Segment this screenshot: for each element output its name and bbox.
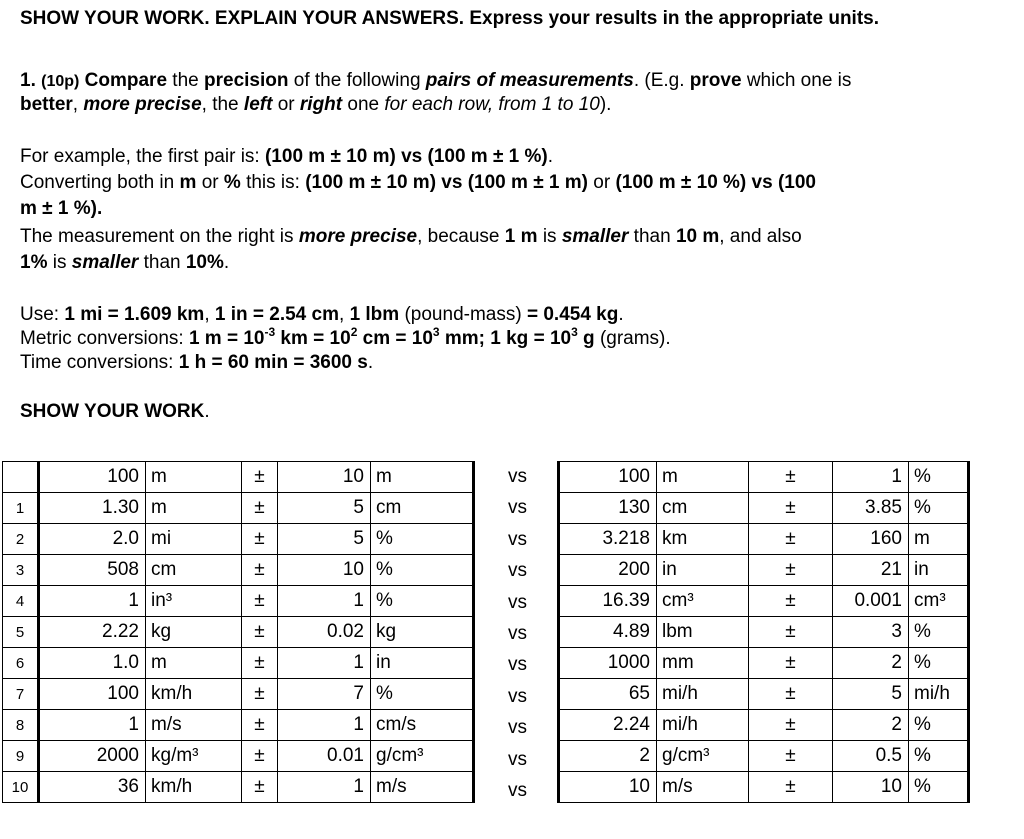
q-word: , (72, 94, 79, 115)
plus-minus: ± (749, 741, 833, 772)
ex-text: (100 m ± 10 m) vs (100 m ± 1 m) (305, 172, 588, 193)
left-value: 1 (39, 586, 146, 617)
row-index: 1 (3, 493, 39, 524)
left-unit: km/h (146, 679, 242, 710)
table-row (3, 710, 474, 741)
left-error-unit: % (371, 555, 474, 586)
conversion-metric (20, 324, 671, 351)
conv-text: 1 lbm (349, 304, 400, 325)
table-row (3, 772, 474, 803)
table-row (559, 741, 969, 772)
conv-exp: 2 (350, 324, 358, 339)
left-error: 0.01 (278, 741, 371, 772)
table-row (559, 648, 969, 679)
conversion-use: Use: 1 mi = 1.609 km, 1 in = 2.54 cm, 1 lbm (pound-mass) = 0.454 kg. (20, 304, 624, 325)
left-unit: m (146, 648, 242, 679)
right-error: 3 (833, 617, 909, 648)
q-word: which one is (746, 70, 852, 91)
right-unit: cm³ (657, 586, 749, 617)
vs-label: vs (508, 717, 527, 739)
plus-minus: ± (242, 555, 278, 586)
left-error-unit: cm/s (371, 710, 474, 741)
plus-minus: ± (749, 493, 833, 524)
right-unit: km (657, 524, 749, 555)
table-row (559, 555, 969, 586)
plus-minus: ± (749, 617, 833, 648)
conv-text: 1 in = 2.54 cm (214, 304, 339, 325)
right-value: 1000 (559, 648, 657, 679)
left-unit: m/s (146, 710, 242, 741)
left-error: 5 (278, 524, 371, 555)
left-error: 1 (278, 648, 371, 679)
left-unit: in³ (146, 586, 242, 617)
ex-text: 1 m (504, 226, 538, 247)
q-word: better (20, 94, 73, 115)
q-word: precision (204, 70, 289, 91)
plus-minus: ± (242, 493, 278, 524)
conv-text: = 0.454 kg (526, 304, 619, 325)
vs-column (478, 461, 557, 806)
right-unit: mi/h (657, 679, 749, 710)
table-row (559, 772, 969, 803)
left-error-unit: cm (371, 493, 474, 524)
conv-text: km = 10 (275, 328, 351, 349)
plus-minus: ± (242, 462, 278, 493)
conv-text: Metric conversions: (20, 328, 184, 349)
question-points: (10p) (41, 73, 80, 90)
ex-text: is (52, 252, 67, 273)
left-unit: kg/m³ (146, 741, 242, 772)
left-value: 1 (39, 710, 146, 741)
question-line-1 (20, 69, 851, 94)
row-index: 10 (3, 772, 39, 803)
conversion-time (20, 351, 373, 375)
right-error: 1 (833, 462, 909, 493)
right-error-unit: % (909, 493, 969, 524)
table-row (3, 524, 474, 555)
right-error-unit: m (909, 524, 969, 555)
conv-text: (grams). (599, 328, 671, 349)
right-error: 2 (833, 710, 909, 741)
left-value: 100 (39, 462, 146, 493)
right-value: 16.39 (559, 586, 657, 617)
table-row (559, 679, 969, 710)
conv-text: mm; 1 kg = 10 (439, 328, 572, 349)
table-row (3, 555, 474, 586)
vs-label: vs (508, 622, 527, 644)
q-word: of the following (293, 70, 421, 91)
left-error-unit: % (371, 679, 474, 710)
right-unit: mi/h (657, 710, 749, 741)
ex-text: than (143, 252, 181, 273)
right-value: 130 (559, 493, 657, 524)
right-unit: mm (657, 648, 749, 679)
table-row (559, 710, 969, 741)
ex-text: . (223, 252, 230, 273)
ex-text: , and also (719, 226, 802, 247)
right-error-unit: % (909, 710, 969, 741)
left-error-unit: m/s (371, 772, 474, 803)
left-error-unit: kg (371, 617, 474, 648)
ex-text: . (547, 146, 554, 167)
right-value: 3.218 (559, 524, 657, 555)
ex-text: smaller (71, 252, 139, 273)
left-value: 100 (39, 679, 146, 710)
conv-text: (pound-mass) (404, 304, 522, 325)
right-unit: m/s (657, 772, 749, 803)
q-word: more precise (83, 94, 202, 115)
example-line-1 (20, 145, 553, 169)
q-word: prove (689, 70, 742, 91)
conv-exp: 3 (571, 324, 578, 339)
q-word: right (299, 94, 343, 115)
right-error-unit: % (909, 617, 969, 648)
right-unit: lbm (657, 617, 749, 648)
left-unit: km/h (146, 772, 242, 803)
right-error-unit: in (909, 555, 969, 586)
ex-text: 1% (20, 252, 48, 273)
left-unit: kg (146, 617, 242, 648)
ex-text: m (179, 172, 197, 193)
left-unit: m (146, 462, 242, 493)
ex-text: % (223, 172, 241, 193)
right-error: 3.85 (833, 493, 909, 524)
row-index (3, 462, 39, 493)
ex-text: , because (417, 226, 500, 247)
vs-label: vs (508, 779, 527, 801)
left-value: 2.22 (39, 617, 146, 648)
q-word: Compare (84, 70, 168, 91)
plus-minus: ± (242, 679, 278, 710)
row-index: 5 (3, 617, 39, 648)
plus-minus: ± (242, 524, 278, 555)
table-row (3, 586, 474, 617)
plus-minus: ± (242, 710, 278, 741)
left-unit: cm (146, 555, 242, 586)
q-word: . (E.g. (633, 70, 685, 91)
right-value: 2.24 (559, 710, 657, 741)
show-work-label (20, 400, 210, 424)
vs-label: vs (508, 497, 527, 519)
table-row (3, 741, 474, 772)
table-row (3, 462, 474, 493)
right-error-unit: mi/h (909, 679, 969, 710)
right-error-unit: % (909, 462, 969, 493)
right-error-unit: cm³ (909, 586, 969, 617)
table-row (3, 493, 474, 524)
vs-label: vs (508, 528, 527, 550)
conv-exp: -3 (264, 324, 276, 339)
conv-text: . (367, 352, 374, 373)
plus-minus: ± (749, 710, 833, 741)
right-error-unit: % (909, 741, 969, 772)
conv-text: Use: (20, 304, 60, 325)
right-unit: g/cm³ (657, 741, 749, 772)
ex-text: (100 m ± 10 m) vs (100 m ± 1 %) (264, 146, 548, 167)
example-line-4 (20, 225, 802, 249)
right-unit: cm (657, 493, 749, 524)
ex-text: 10 m (675, 226, 720, 247)
row-index: 9 (3, 741, 39, 772)
left-value: 2000 (39, 741, 146, 772)
ex-text: smaller (561, 226, 629, 247)
ex-text: 10% (185, 252, 224, 273)
conv-text: cm = 10 (357, 328, 433, 349)
vs-label: vs (508, 685, 527, 707)
q-word: one (347, 94, 380, 115)
row-index: 7 (3, 679, 39, 710)
right-error: 160 (833, 524, 909, 555)
table-row (3, 648, 474, 679)
plus-minus: ± (749, 679, 833, 710)
show-work-dot: . (204, 401, 210, 422)
row-index: 8 (3, 710, 39, 741)
right-error: 21 (833, 555, 909, 586)
right-error: 5 (833, 679, 909, 710)
header-instruction: SHOW YOUR WORK. EXPLAIN YOUR ANSWERS. Express your results in the appropriate units. (20, 8, 880, 29)
example-line-3: m ± 1 %). (20, 198, 103, 219)
ex-text: or (593, 172, 611, 193)
left-error: 7 (278, 679, 371, 710)
right-value: 10 (559, 772, 657, 803)
plus-minus: ± (242, 586, 278, 617)
row-index: 6 (3, 648, 39, 679)
vs-label: vs (508, 466, 527, 487)
plus-minus: ± (749, 586, 833, 617)
table-row (559, 524, 969, 555)
left-value: 36 (39, 772, 146, 803)
ex-text: is (542, 226, 557, 247)
left-error: 1 (278, 710, 371, 741)
left-value: 508 (39, 555, 146, 586)
table-row (559, 617, 969, 648)
q-word: pairs of measurements (425, 70, 634, 91)
q-word: ). (599, 94, 612, 115)
conv-exp: 3 (432, 324, 440, 339)
vs-label: vs (508, 748, 527, 770)
plus-minus: ± (242, 772, 278, 803)
plus-minus: ± (242, 617, 278, 648)
plus-minus: ± (749, 772, 833, 803)
plus-minus: ± (242, 741, 278, 772)
q-word: for each row, from 1 to 10 (384, 94, 600, 115)
conv-text: g (577, 328, 595, 349)
right-error-unit: % (909, 772, 969, 803)
table-row (559, 493, 969, 524)
left-error: 5 (278, 493, 371, 524)
q-word: , the (201, 94, 239, 115)
vs-label: vs (508, 560, 527, 582)
left-measurements-table (2, 461, 475, 803)
left-error: 10 (278, 555, 371, 586)
conv-text: Time conversions: (20, 352, 174, 373)
plus-minus: ± (242, 648, 278, 679)
q-word: the (172, 70, 199, 91)
example-line-2 (20, 171, 816, 195)
vs-label: vs (508, 654, 527, 676)
right-error: 0.5 (833, 741, 909, 772)
ex-text: The measurement on the right is (20, 226, 294, 247)
table-row (559, 462, 969, 493)
question-line-2 (20, 93, 611, 117)
table-row (3, 617, 474, 648)
right-unit: in (657, 555, 749, 586)
conv-text: 1 m = 10 (188, 328, 265, 349)
show-work-text: SHOW YOUR WORK (20, 401, 205, 422)
vs-label: vs (508, 591, 527, 613)
plus-minus: ± (749, 648, 833, 679)
right-error: 2 (833, 648, 909, 679)
ex-text: or (201, 172, 219, 193)
ex-text: this is: (246, 172, 300, 193)
left-value: 1.0 (39, 648, 146, 679)
q-word: or (277, 94, 295, 115)
left-unit: m (146, 493, 242, 524)
ex-text: more precise (298, 226, 418, 247)
row-index: 3 (3, 555, 39, 586)
left-error-unit: % (371, 586, 474, 617)
right-value: 65 (559, 679, 657, 710)
right-error: 10 (833, 772, 909, 803)
ex-text: (100 m ± 10 %) vs (100 (615, 172, 816, 193)
table-row (3, 679, 474, 710)
row-index: 2 (3, 524, 39, 555)
right-error: 0.001 (833, 586, 909, 617)
left-error-unit: % (371, 524, 474, 555)
left-value: 1.30 (39, 493, 146, 524)
plus-minus: ± (749, 555, 833, 586)
right-value: 4.89 (559, 617, 657, 648)
ex-text: For example, the first pair is: (20, 146, 260, 167)
ex-text: Converting both in (20, 172, 175, 193)
conv-text: 1 h = 60 min = 3600 s (178, 352, 368, 373)
right-value: 200 (559, 555, 657, 586)
row-index: 4 (3, 586, 39, 617)
plus-minus: ± (749, 462, 833, 493)
left-error-unit: m (371, 462, 474, 493)
question-number: 1. (20, 70, 36, 91)
plus-minus: ± (749, 524, 833, 555)
right-measurements-table (557, 461, 970, 803)
left-unit: mi (146, 524, 242, 555)
left-error: 10 (278, 462, 371, 493)
left-error-unit: g/cm³ (371, 741, 474, 772)
right-value: 2 (559, 741, 657, 772)
example-line-5 (20, 251, 229, 275)
right-value: 100 (559, 462, 657, 493)
q-word: left (243, 94, 273, 115)
left-value: 2.0 (39, 524, 146, 555)
conv-text: 1 mi = 1.609 km (64, 304, 205, 325)
left-error: 1 (278, 586, 371, 617)
left-error: 0.02 (278, 617, 371, 648)
left-error: 1 (278, 772, 371, 803)
ex-text: than (633, 226, 671, 247)
right-error-unit: % (909, 648, 969, 679)
left-error-unit: in (371, 648, 474, 679)
table-row (559, 586, 969, 617)
right-unit: m (657, 462, 749, 493)
